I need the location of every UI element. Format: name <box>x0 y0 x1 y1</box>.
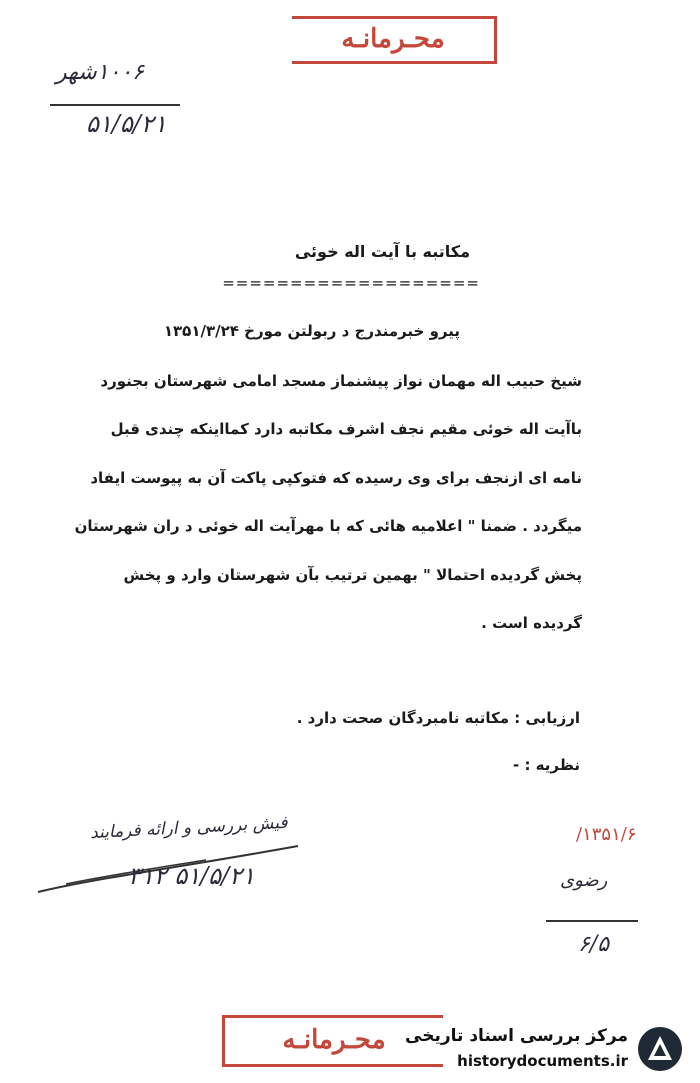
watermark-logo <box>405 1022 690 1078</box>
title-separator: =================== <box>222 274 480 292</box>
watermark-url: historydocuments.ir <box>457 1052 628 1070</box>
signature-underline <box>546 920 638 922</box>
reference-number: ۱۰۰۶شهر <box>56 60 144 85</box>
handwritten-margin-date: ۵۱/۵/۲۱ ۳۱۲ <box>128 862 255 890</box>
body-line-2: شیخ حبیب اله مهمان نواز پیشنماز مسجد امامی شهرستان بجنورد <box>100 372 582 390</box>
handwritten-margin-note: فیش بررسی و ارائه فرمایند <box>89 812 288 844</box>
red-date-stamp: ۱۳۵۱/۶/ <box>576 824 637 845</box>
confidential-stamp-bottom: محـرمانـه <box>222 1015 443 1067</box>
watermark-name: مرکز بررسی اسناد تاریخی <box>405 1026 628 1046</box>
ref-underline <box>50 104 180 106</box>
evaluation-line: ارزیابی : مکاتبه نامبردگان صحت دارد . <box>296 709 580 727</box>
reference-date: ۵۱/۵/۲۱ <box>86 110 167 138</box>
opinion-line: نظریه : - <box>513 756 580 774</box>
document-title: مکاتبه با آیت اله خوئی <box>294 242 470 261</box>
body-line-7: گردیده است . <box>481 614 582 632</box>
body-line-6: پخش گردیده احتمالا " بهمین ترتیب بآن شهرستان وارد و پخش <box>123 566 582 584</box>
body-line-5: میگردد . ضمنا " اعلامیه هائی که با مهرآیت اله خوئی د ران شهرستان <box>74 517 582 535</box>
archive-logo-icon <box>636 1024 684 1074</box>
confidential-stamp-top: محـرمانـه <box>292 16 497 64</box>
body-line-1: پیرو خبرمندرج د ربولتن مورخ ۱۳۵۱/۳/۲۴ <box>163 322 460 340</box>
signature-date: ۶/۵ <box>578 932 610 957</box>
body-line-4: نامه ای ازنجف برای وی رسیده که فتوکپی پاکت آن به پیوست ایفاد <box>90 469 582 487</box>
signature: رضوی <box>560 870 608 891</box>
body-line-3: باآیت اله خوئی مقیم نجف اشرف مکاتبه دارد کمااینکه چندی قبل <box>110 420 582 438</box>
